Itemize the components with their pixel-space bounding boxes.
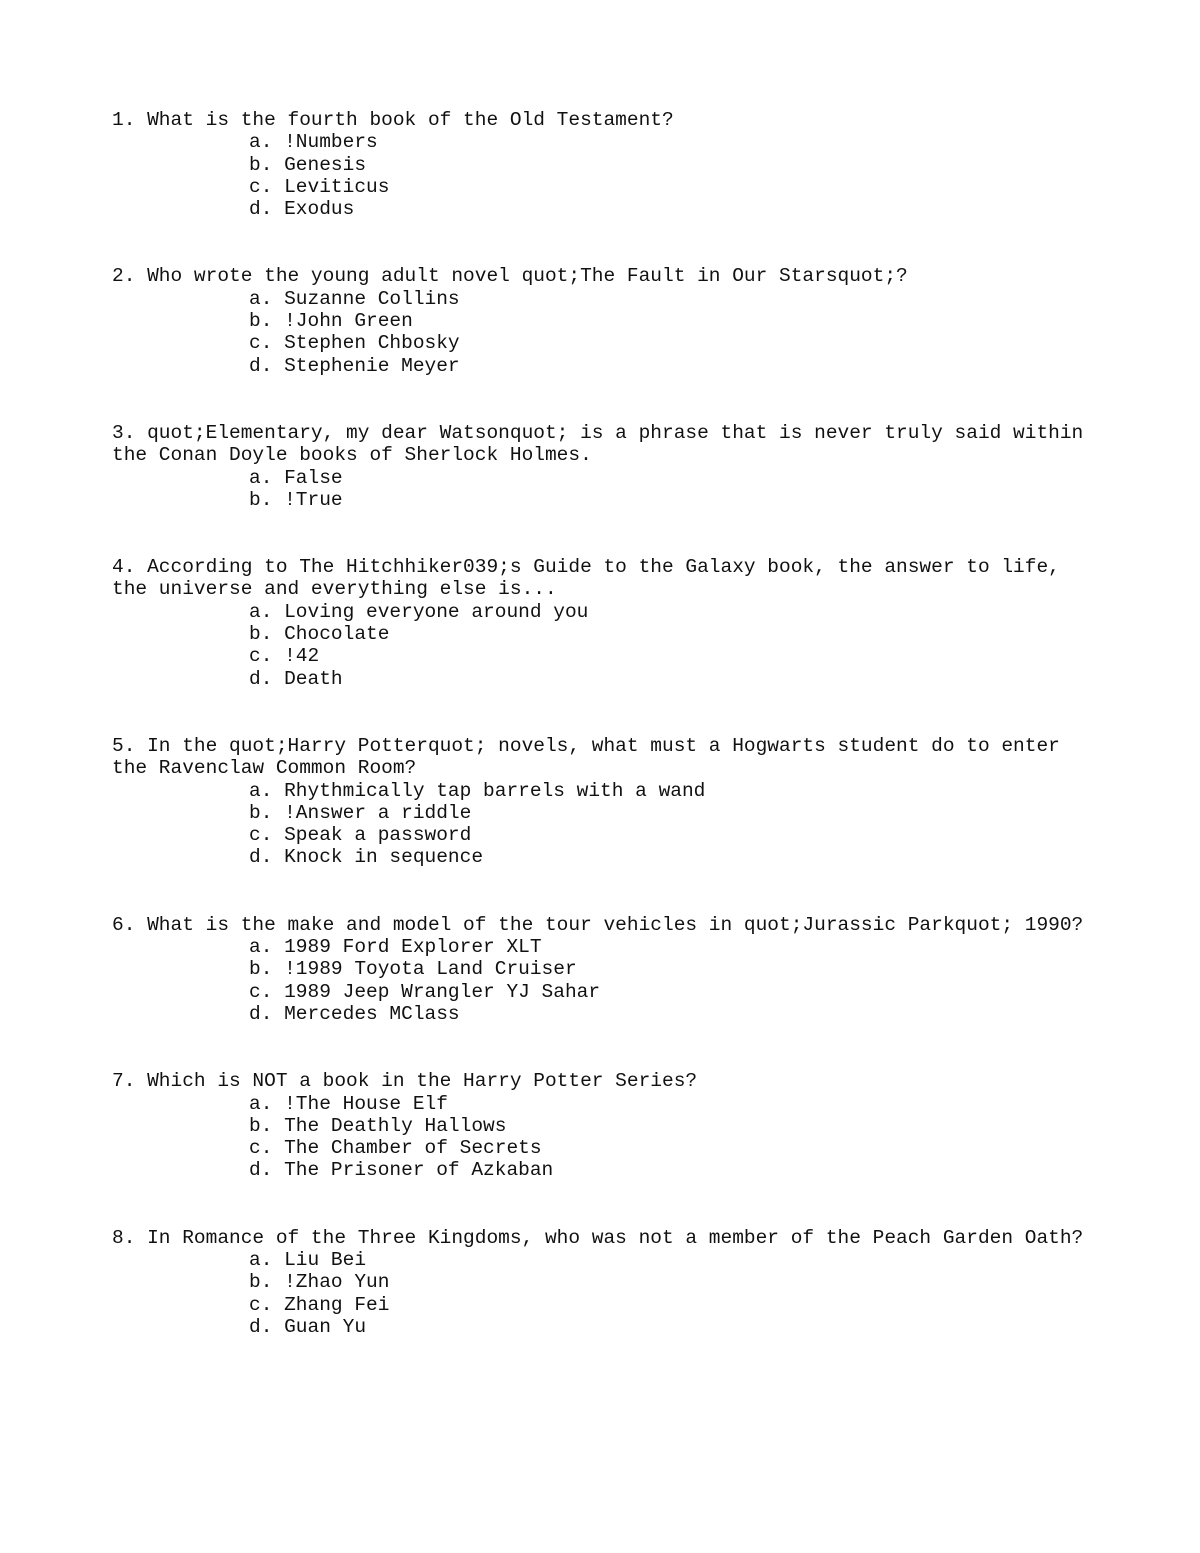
option-letter: d. [249,846,273,869]
answer-option [249,780,1097,802]
question-text [112,265,1097,287]
option-letter: d. [249,1315,273,1338]
option-text: The Prisoner of Azkaban [284,1159,554,1182]
option-text: !Zhao Yun [284,1271,390,1294]
question-text [112,422,1097,467]
option-text: Rhythmically tap barrels with a wand [284,779,706,802]
answer-option [249,1159,1097,1181]
option-text: !John Green [284,310,413,333]
option-text: Genesis [284,153,367,176]
answer-options [112,601,1097,690]
option-letter: b. [249,488,273,511]
option-letter: a. [249,1248,273,1271]
answer-option [249,623,1097,645]
option-letter: b. [249,1114,273,1137]
option-letter: d. [249,198,273,221]
option-letter: a. [249,936,273,959]
question-prompt: quot;Elementary, my dear Watsonquot; is a phrase that is never truly said within the Conan Doyle books of Sherlock Holmes. [112,421,1095,467]
option-letter: b. [249,1271,273,1294]
question-block [112,556,1097,690]
option-text: Suzanne Collins [284,287,460,310]
option-text: Leviticus [284,175,390,198]
question-number: 3. [112,421,136,444]
answer-option [249,936,1097,958]
option-text: Liu Bei [284,1248,367,1271]
option-text: !Numbers [284,131,378,154]
option-text: !1989 Toyota Land Cruiser [284,958,577,981]
option-text: 1989 Ford Explorer XLT [284,936,542,959]
answer-option [249,1137,1097,1159]
option-letter: a. [249,131,273,154]
option-letter: b. [249,153,273,176]
option-text: Stephenie Meyer [284,354,460,377]
option-text: !True [284,488,343,511]
option-text: The Deathly Hallows [284,1114,507,1137]
question-number: 4. [112,556,136,579]
option-text: Knock in sequence [284,846,484,869]
option-text: 1989 Jeep Wrangler YJ Sahar [284,980,601,1003]
option-text: Zhang Fei [284,1293,390,1316]
answer-options [112,467,1097,512]
answer-option [249,645,1097,667]
question-block [112,1070,1097,1181]
option-letter: c. [249,175,273,198]
answer-option [249,154,1097,176]
answer-options [112,1249,1097,1338]
question-prompt: What is the make and model of the tour vehicles in quot;Jurassic Parkquot; 1990? [147,913,1084,936]
quiz-question-list [112,109,1097,1383]
answer-option [249,198,1097,220]
answer-options [112,1093,1097,1182]
option-letter: c. [249,332,273,355]
option-letter: a. [249,1092,273,1115]
answer-option [249,1093,1097,1115]
option-text: Exodus [284,198,355,221]
answer-option [249,310,1097,332]
question-text [112,556,1097,601]
option-text: Stephen Chbosky [284,332,460,355]
question-block [112,735,1097,869]
answer-option [249,1316,1097,1338]
question-prompt: What is the fourth book of the Old Testament? [147,109,674,131]
answer-options [112,288,1097,377]
question-number: 5. [112,734,136,757]
option-letter: d. [249,1159,273,1182]
question-text [112,914,1097,936]
option-text: Death [284,667,343,690]
question-prompt: Who wrote the young adult novel quot;The Fault in Our Starsquot;? [147,265,908,288]
answer-option [249,1271,1097,1293]
option-letter: c. [249,1137,273,1160]
option-text: !The House Elf [284,1092,448,1115]
answer-option [249,824,1097,846]
question-prompt: In Romance of the Three Kingdoms, who was not a member of the Peach Garden Oath? [147,1226,1084,1249]
option-letter: d. [249,354,273,377]
option-text: The Chamber of Secrets [284,1137,542,1160]
option-text: Speak a password [284,824,472,847]
answer-option [249,131,1097,153]
answer-option [249,355,1097,377]
option-text: Mercedes MClass [284,1002,460,1025]
question-text [112,735,1097,780]
option-letter: c. [249,645,273,668]
answer-option [249,802,1097,824]
option-letter: b. [249,801,273,824]
option-letter: b. [249,958,273,981]
option-letter: c. [249,980,273,1003]
answer-option [249,668,1097,690]
answer-options [112,131,1097,220]
question-block [112,422,1097,511]
answer-option [249,288,1097,310]
question-number: 8. [112,1226,136,1249]
question-number: 2. [112,265,136,288]
option-letter: c. [249,824,273,847]
question-prompt: According to The Hitchhiker039;s Guide to the Galaxy book, the answer to life, the universe and everything else is... [112,556,1072,601]
question-text [112,1227,1097,1249]
answer-options [112,936,1097,1025]
question-number: 1. [112,109,136,131]
question-number: 6. [112,913,136,936]
option-letter: a. [249,779,273,802]
answer-option [249,601,1097,623]
answer-option [249,467,1097,489]
question-block [112,265,1097,376]
option-text: !Answer a riddle [284,801,472,824]
answer-option [249,958,1097,980]
question-block [112,1227,1097,1338]
question-prompt: In the quot;Harry Potterquot; novels, what must a Hogwarts student do to enter the Ravenclaw Common Room? [112,734,1072,780]
answer-option [249,1294,1097,1316]
option-letter: d. [249,667,273,690]
option-text: Chocolate [284,623,390,646]
option-letter: a. [249,287,273,310]
option-text: Loving everyone around you [284,600,589,623]
option-letter: c. [249,1293,273,1316]
question-text [112,109,1097,131]
answer-option [249,489,1097,511]
answer-option [249,981,1097,1003]
question-block [112,914,1097,1025]
question-prompt: Which is NOT a book in the Harry Potter Series? [147,1070,698,1093]
answer-option [249,332,1097,354]
answer-option [249,1115,1097,1137]
answer-option [249,1003,1097,1025]
option-letter: a. [249,466,273,489]
question-number: 7. [112,1070,136,1093]
option-letter: b. [249,623,273,646]
answer-option [249,846,1097,868]
answer-option [249,176,1097,198]
option-letter: a. [249,600,273,623]
option-text: !42 [284,645,320,668]
option-text: False [284,466,343,489]
option-text: Guan Yu [284,1315,367,1338]
question-text [112,1070,1097,1092]
question-block [112,109,1097,220]
answer-option [249,1249,1097,1271]
option-letter: b. [249,310,273,333]
option-letter: d. [249,1002,273,1025]
answer-options [112,780,1097,869]
